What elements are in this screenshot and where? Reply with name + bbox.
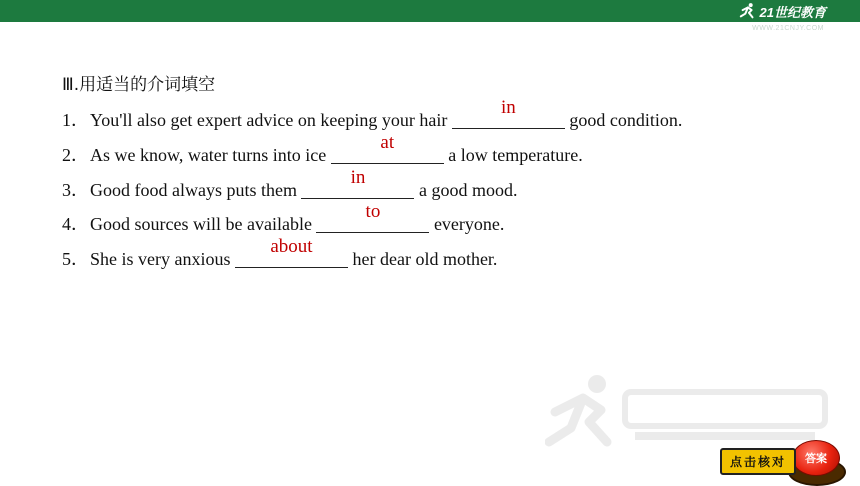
- question-3: [62, 167, 518, 202]
- question-number: 4．: [62, 214, 89, 234]
- answer-text: in: [500, 97, 516, 118]
- question-2: [62, 132, 583, 167]
- question-number: 2．: [62, 145, 89, 165]
- question-1: [62, 97, 683, 132]
- answer-button-top[interactable]: [792, 440, 840, 476]
- brand-text: 21世纪教育: [759, 4, 826, 20]
- check-answer-label[interactable]: 点击核对: [720, 448, 796, 475]
- brand-logo: [739, 1, 826, 21]
- answer-blank: [452, 97, 565, 129]
- runner-logo-icon: [739, 2, 757, 20]
- answer-blank: [301, 167, 414, 199]
- question-text-before: You'll also get expert advice on keeping your hair: [90, 110, 452, 130]
- question-text-after: a low temperature.: [443, 145, 583, 165]
- question-text-before: She is very anxious: [90, 249, 235, 269]
- question-number: 3．: [62, 180, 89, 200]
- section-heading: Ⅲ.用适当的介词填空: [62, 75, 216, 95]
- answer-check[interactable]: [720, 438, 844, 484]
- question-text-before: Good sources will be available: [90, 214, 317, 234]
- question-4: [62, 201, 505, 236]
- answer-text: about: [270, 236, 313, 257]
- question-number: 1．: [62, 110, 89, 130]
- answer-text: in: [350, 167, 366, 188]
- answer-text: to: [365, 201, 381, 222]
- question-text-after: good condition.: [564, 110, 683, 130]
- question-text-after: a good mood.: [414, 180, 518, 200]
- answer-blank: [235, 236, 348, 268]
- brand-subtext: WWW.21CNJY.COM: [752, 25, 824, 32]
- answer-button-text: 答案: [805, 452, 828, 465]
- top-bar: [0, 0, 860, 22]
- question-text-before: Good food always puts them: [90, 180, 302, 200]
- question-number: 5．: [62, 249, 89, 269]
- question-text-after: everyone.: [429, 214, 505, 234]
- answer-blank: [316, 201, 429, 233]
- answer-text: at: [380, 132, 395, 153]
- question-text-after: her dear old mother.: [347, 249, 498, 269]
- question-5: [62, 236, 498, 271]
- answer-blank: [331, 132, 444, 164]
- question-text-before: As we know, water turns into ice: [90, 145, 331, 165]
